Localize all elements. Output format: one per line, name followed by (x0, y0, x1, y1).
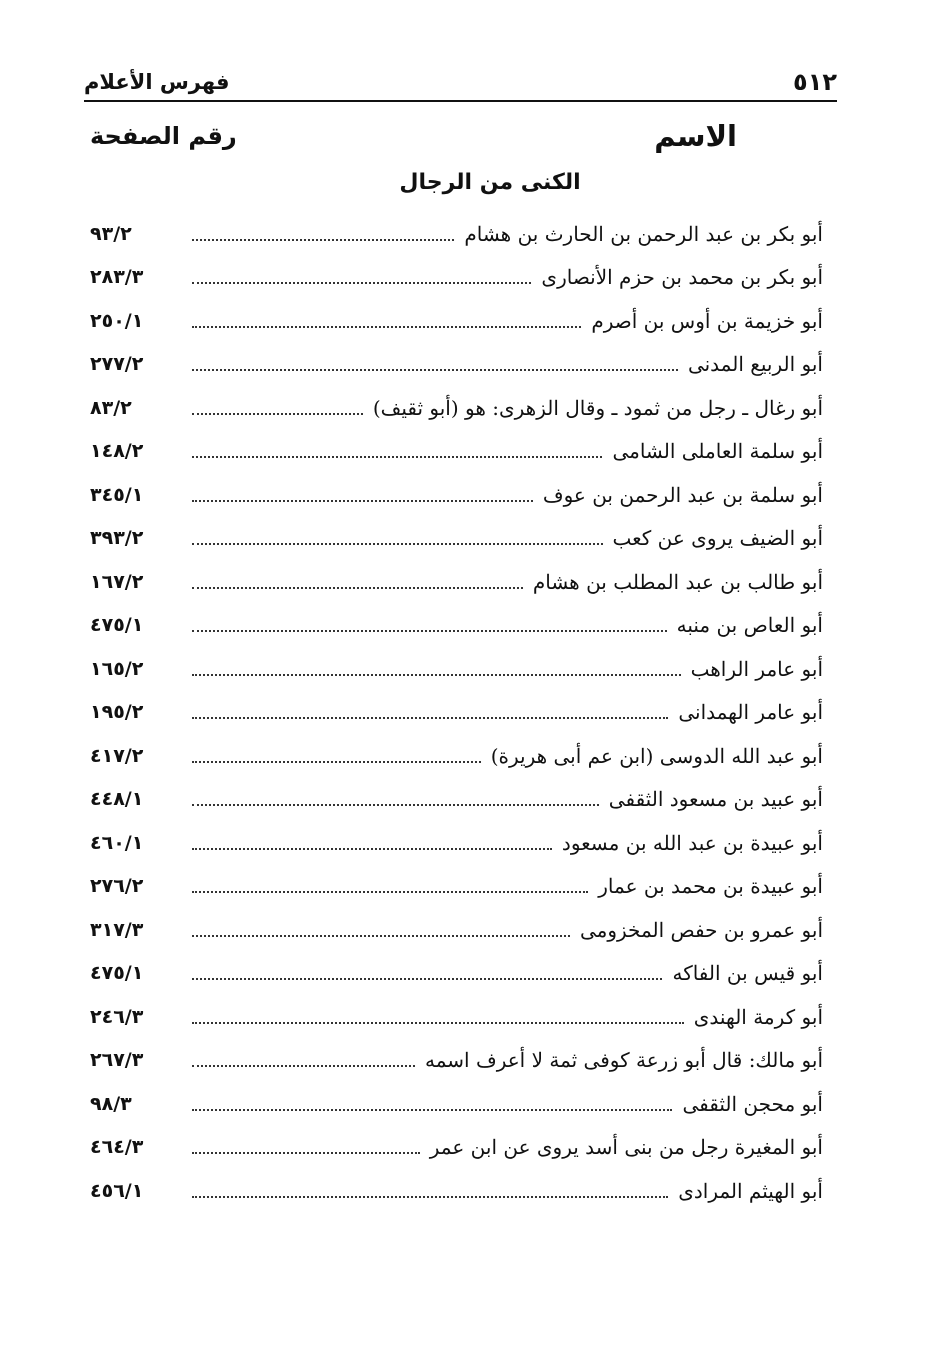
index-entry (90, 1039, 823, 1083)
entry-page-ref: ٢٧٧/٢ (90, 353, 144, 376)
entry-page-ref: ٣٩٣/٢ (90, 527, 144, 550)
entry-page-ref: ٤١٧/٢ (90, 744, 144, 767)
index-entry (90, 473, 823, 517)
entry-page-ref: ٩٨/٣ (90, 1092, 132, 1115)
entry-name: أبو محجن الثقفى (682, 1091, 823, 1116)
page-column-header: رقم الصفحة (90, 122, 237, 150)
index-entry (90, 1126, 823, 1170)
index-entry (90, 299, 823, 343)
column-headers (90, 114, 737, 158)
dot-leader (192, 1065, 415, 1067)
entry-name: أبو قيس بن الفاكه (672, 961, 823, 986)
dot-leader (192, 456, 602, 458)
entry-page-ref: ٤٧٥/١ (90, 962, 144, 985)
running-head (84, 64, 837, 102)
entry-page-ref: ٨٣/٢ (90, 396, 132, 419)
entry-name: أبو عبيدة بن محمد بن عمار (598, 874, 823, 899)
entry-page-ref: ١٩٥/٢ (90, 701, 144, 724)
dot-leader (192, 282, 531, 284)
entry-page-ref: ٢٥٠/١ (90, 309, 144, 332)
entry-name: أبو الهيثم المرادى (678, 1178, 823, 1203)
entry-page-ref: ١٦٥/٢ (90, 657, 144, 680)
entry-page-ref: ١٤٨/٢ (90, 440, 144, 463)
dot-leader (192, 804, 599, 806)
dot-leader (192, 1022, 684, 1024)
entry-name: أبو بكر بن عبد الرحمن بن الحارث بن هشام (464, 221, 823, 246)
dot-leader (192, 761, 481, 763)
index-title: فهرس الأعلام (84, 70, 230, 94)
entry-name: أبو عمرو بن حفص المخزومى (579, 917, 823, 942)
entry-name: أبو عامر الهمدانى (678, 700, 823, 725)
entry-page-ref: ٢٨٣/٣ (90, 266, 144, 289)
index-entry (90, 821, 823, 865)
index-entry (90, 386, 823, 430)
dot-leader (192, 1109, 672, 1111)
entry-name: أبو كرمة الهندى (693, 1004, 823, 1029)
index-entry (90, 256, 823, 300)
index-entry (90, 647, 823, 691)
dot-leader (192, 326, 581, 328)
entry-name: أبو عبيد بن مسعود الثقفى (608, 787, 823, 812)
index-entry (90, 517, 823, 561)
index-entry (90, 865, 823, 909)
entry-page-ref: ٤٥٦/١ (90, 1179, 144, 1202)
dot-leader (192, 717, 668, 719)
entry-name: أبو رغال ـ رجل من ثمود ـ وقال الزهرى: هو (أبو ثقيف) (372, 395, 823, 420)
index-entry (90, 778, 823, 822)
entry-name: أبو سلمة بن عبد الرحمن بن عوف (542, 482, 823, 507)
entry-page-ref: ٣١٧/٣ (90, 918, 144, 941)
entry-name: أبو العاص بن منبه (676, 613, 823, 638)
dot-leader (192, 543, 603, 545)
entry-page-ref: ٤٦٠/١ (90, 831, 144, 854)
index-entry (90, 212, 823, 256)
entry-name: أبو سلمة العاملى الشامى (612, 439, 823, 464)
dot-leader (192, 500, 533, 502)
dot-leader (192, 413, 363, 415)
entry-name: أبو المغيرة رجل من بنى أسد يروى عن ابن عمر (429, 1135, 823, 1160)
dot-leader (192, 587, 523, 589)
entry-name: أبو الضيف يروى عن كعب (612, 526, 823, 551)
entry-page-ref: ٢٧٦/٢ (90, 875, 144, 898)
entry-name: أبو خزيمة بن أوس بن أصرم (591, 308, 823, 333)
dot-leader (192, 630, 667, 632)
entry-page-ref: ٩٣/٢ (90, 222, 132, 245)
index-entry (90, 995, 823, 1039)
index-entries (90, 212, 823, 1213)
entry-name: أبو طالب بن عبد المطلب بن هشام (532, 569, 823, 594)
dot-leader (192, 1196, 668, 1198)
section-heading: الكنى من الرجال (399, 170, 581, 195)
index-entry (90, 734, 823, 778)
index-entry (90, 343, 823, 387)
entry-page-ref: ١٦٧/٢ (90, 570, 144, 593)
dot-leader (192, 1152, 420, 1154)
dot-leader (192, 978, 662, 980)
entry-name: أبو عبيدة بن عبد الله بن مسعود (561, 830, 823, 855)
entry-name: أبو الربيع المدنى (687, 352, 823, 377)
entry-name: أبو عامر الراهب (690, 656, 823, 681)
dot-leader (192, 674, 681, 676)
entry-name: أبو عبد الله الدوسى (ابن عم أبى هريرة) (490, 743, 823, 768)
dot-leader (192, 848, 552, 850)
name-column-header: الاسم (654, 119, 737, 153)
index-entry (90, 952, 823, 996)
dot-leader (192, 935, 570, 937)
entry-page-ref: ٢٦٧/٣ (90, 1049, 144, 1072)
entry-page-ref: ٤٧٥/١ (90, 614, 144, 637)
dot-leader (192, 891, 588, 893)
entry-page-ref: ٤٤٨/١ (90, 788, 144, 811)
entry-page-ref: ٢٤٦/٣ (90, 1005, 144, 1028)
entry-name: أبو مالك: قال أبو زرعة كوفى ثمة لا أعرف اسمه (425, 1048, 823, 1073)
index-entry (90, 1082, 823, 1126)
entry-page-ref: ٤٦٤/٣ (90, 1136, 144, 1159)
index-entry (90, 560, 823, 604)
index-entry (90, 691, 823, 735)
entry-page-ref: ٣٤٥/١ (90, 483, 144, 506)
index-entry (90, 908, 823, 952)
index-entry (90, 430, 823, 474)
index-entry (90, 604, 823, 648)
index-entry (90, 1169, 823, 1213)
dot-leader (192, 239, 454, 241)
dot-leader (192, 369, 678, 371)
entry-name: أبو بكر بن محمد بن حزم الأنصارى (541, 265, 823, 290)
page-number: ٥١٢ (793, 68, 837, 96)
